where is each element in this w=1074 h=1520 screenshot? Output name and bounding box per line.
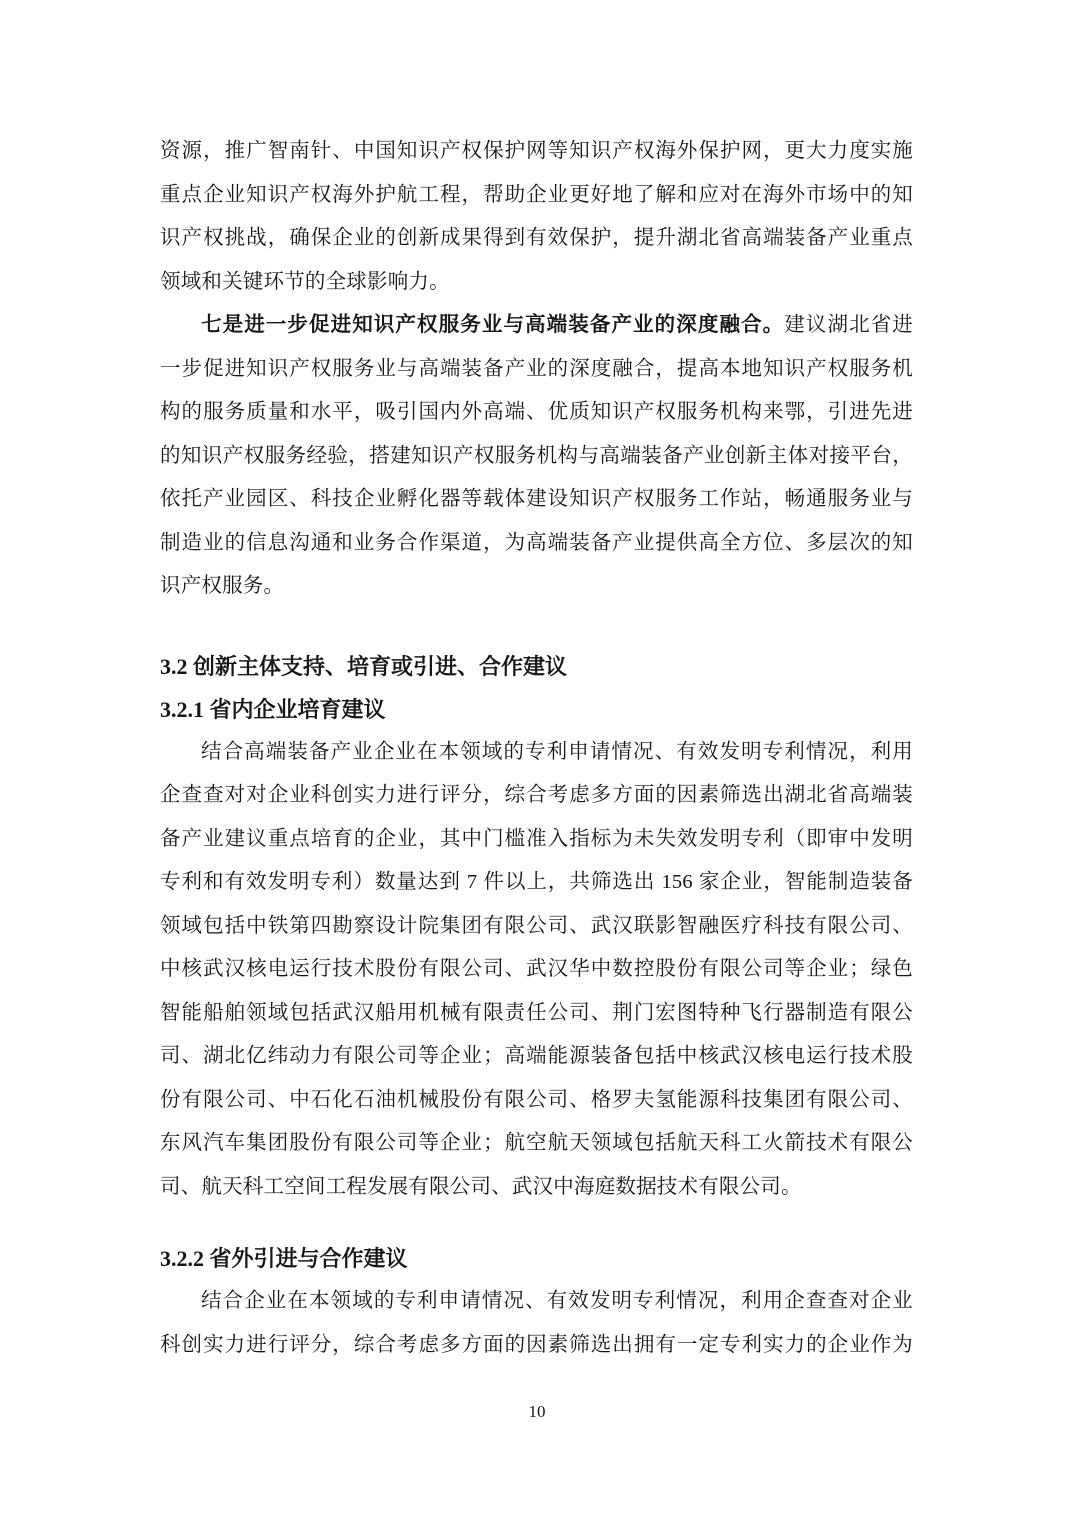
- paragraph-province-enterprise-cultivation: [160, 731, 913, 1210]
- text-line: 科创实力进行评分，综合考虑多方面的因素筛选出拥有一定专利实力的企业作为: [160, 1333, 913, 1356]
- text-line: 智能船舶领域包括武汉船用机械有限责任公司、荆门宏图特种飞行器制造有限公: [160, 1001, 913, 1024]
- text-line: 依托产业园区、科技企业孵化器等载体建设知识产权服务工作站，畅通服务业与: [160, 488, 913, 510]
- text-line: 份有限公司、中石化石油机械股份有限公司、格罗夫氢能源科技集团有限公司、: [160, 1088, 913, 1111]
- page-content: [160, 130, 913, 1367]
- bold-lead-sentence: 七是进一步促进知识产权服务业与高端装备产业的深度融合。: [201, 314, 785, 336]
- text-line: 企查查对对企业科创实力进行评分，综合考虑多方面的因素筛选出湖北省高端装: [160, 784, 913, 806]
- text-line: 专利和有效发明专利）数量达到 7 件以上，共筛选出 156 家企业，智能制造装备: [160, 871, 913, 893]
- text-line: 构的服务质量和水平，吸引国内外高端、优质知识产权服务机构来鄂，引进先进: [160, 401, 913, 423]
- text-line: 结合高端装备产业企业在本领域的专利申请情况、有效发明专利情况，利用: [201, 740, 913, 763]
- heading-3-2-2: 3.2.2 省外引进与合作建议: [160, 1246, 408, 1271]
- text-line: 识产权挑战，确保企业的创新成果得到有效保护，提升湖北省高端装备产业重点: [160, 227, 913, 249]
- text-line: 资源，推广智南针、中国知识产权保护网等知识产权海外保护网，更大力度实施: [160, 140, 913, 162]
- text-line: 司、湖北亿纬动力有限公司等企业；高端能源装备包括中核武汉核电运行技术股: [160, 1045, 913, 1067]
- text-line: 识产权服务。: [160, 575, 285, 597]
- paragraph-overseas-ip-protection: [160, 130, 913, 304]
- text-line: 结合企业在本领域的专利申请情况、有效发明专利情况，利用企查查对企业: [201, 1290, 913, 1312]
- text-line: 司、航天科工空间工程发展有限公司、武汉中海庭数据技术有限公司。: [160, 1175, 802, 1198]
- text-line: 重点企业知识产权海外护航工程，帮助企业更好地了解和应对在海外市场中的知: [160, 183, 913, 206]
- paragraph-seventh-measure-service-integration: [160, 304, 913, 609]
- text-line: 领域包括中铁第四勘察设计院集团有限公司、武汉联影智融医疗科技有限公司、: [160, 914, 913, 937]
- text-line: 七是进一步促进知识产权服务业与高端装备产业的深度融合。建议湖北省进: [201, 314, 913, 336]
- heading-3-2-1: 3.2.1 省内企业培育建议: [160, 696, 386, 722]
- text-line: 领域和关键环节的全球影响力。: [160, 270, 450, 293]
- heading-3-2: 3.2 创新主体支持、培育或引进、合作建议: [160, 653, 568, 679]
- text-line: 东风汽车集团股份有限公司等企业；航空航天领域包括航天科工火箭技术有限公: [160, 1132, 913, 1154]
- page-number: 10: [528, 1402, 546, 1421]
- text-line: 的知识产权服务经验，搭建知识产权服务机构与高端装备产业创新主体对接平台，: [160, 444, 913, 467]
- text-line: 中核武汉核电运行技术股份有限公司、武汉华中数控股份有限公司等企业；绿色: [160, 958, 913, 980]
- text-line: 备产业建议重点培育的企业，其中门槛准入指标为未失效发明专利（即审中发明: [160, 827, 913, 850]
- text-line: 制造业的信息沟通和业务合作渠道，为高端装备产业提供高全方位、多层次的知: [160, 531, 913, 554]
- paragraph-external-introduction-cooperation: [160, 1280, 913, 1367]
- text-line: 一步促进知识产权服务业与高端装备产业的深度融合，提高本地知识产权服务机: [160, 357, 913, 380]
